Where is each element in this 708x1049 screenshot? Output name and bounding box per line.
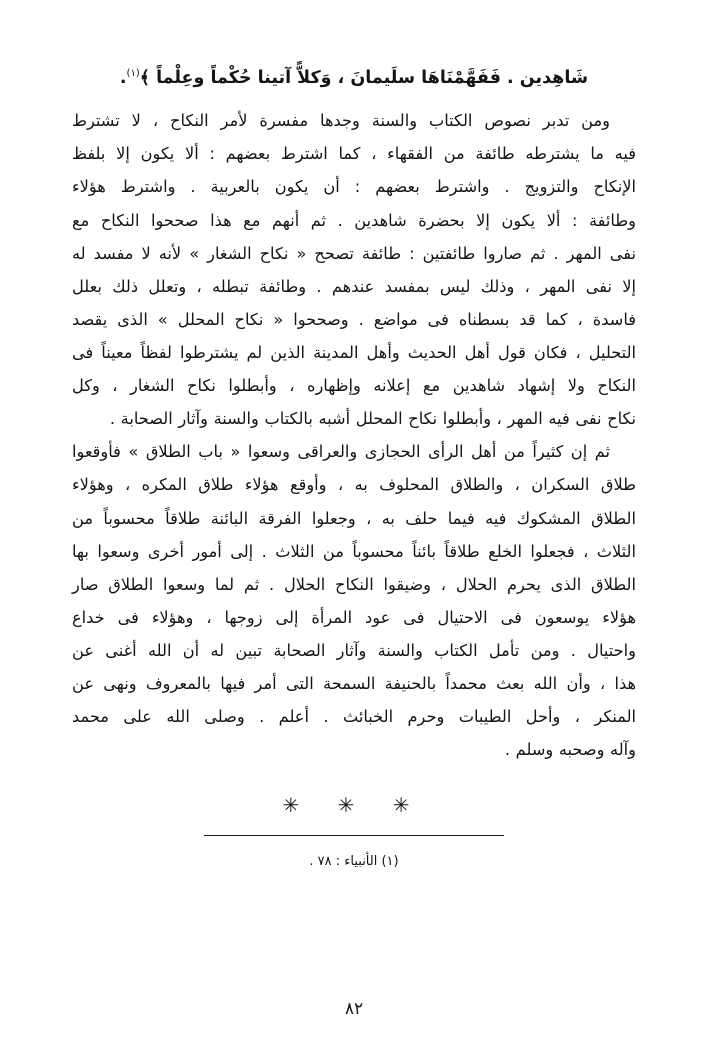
paragraph-2-line-4: الثلاث ، فجعلوا الخلع طلاقاً بائناً محسوباً من الثلاث . إلى أمور أخرى وسعوا بها bbox=[72, 541, 636, 561]
body-text bbox=[72, 105, 636, 767]
paragraph-1-line-4: وطائفة : ألا يكون إلا بحضرة شاهدين . ثم أنهم مع هذا صححوا النكاح مع bbox=[72, 210, 636, 230]
paragraph-1-line-6: إلا نفى المهر ، وذلك ليس بمفسد عندهم . وطائفة تبطله ، وتعلل ذلك بعلل bbox=[72, 276, 636, 296]
paragraph-2-line-9: المنكر ، وأحل الطيبات وحرم الخبائث . أعلم . وصلى الله على محمد bbox=[72, 707, 636, 727]
paragraph-1-line-3: الإنكاح والتزويج . واشترط بعضهم : أن يكون بالعربية . واشترط هؤلاء bbox=[72, 177, 636, 197]
footnote-text: (١) الأنبياء : ٧٨ . bbox=[309, 854, 399, 870]
paragraph-2-line-1: ثم إن كثيراً من أهل الرأى الحجازى والعراقى وسعوا « باب الطلاق » فأوقعوا bbox=[72, 442, 610, 462]
paragraph-1-line-1: ومن تدبر نصوص الكتاب والسنة وجدها مفسرة لأمر النكاح ، لا تشترط bbox=[72, 111, 610, 131]
quote-text: شَاهِدين . فَفَهَّمْنَاهَا سلَيمانَ ، وَكلاًّ آتينا حُكْماً وعِلْماً ﴾ bbox=[139, 68, 589, 88]
quran-quote-line bbox=[72, 62, 636, 95]
page-spacer bbox=[72, 869, 636, 963]
footnote-divider bbox=[204, 835, 504, 836]
paragraph-2-line-3: الطلاق المشكوك فيه فيما حلف به ، وجعلوا الفرقة البائنة طلاقاً محسوباً من bbox=[72, 508, 636, 528]
paragraph-1-line-7: فاسدة ، كما قد بسطناه فى مواضع . وصححوا « نكاح المحلل » الذى يقصد bbox=[72, 309, 636, 329]
paragraph-2-line-2: طلاق السكران ، والطلاق المحلوف به ، وأوقع هؤلاء طلاق المكره ، وهؤلاء bbox=[72, 475, 636, 495]
paragraph-1-line-5: نفى المهر . ثم صاروا طائفتين : طائفة تصحح « نكاح الشغار » لأنه لا مفسد له bbox=[72, 243, 636, 263]
paragraph-2-line-8: هذا ، وأن الله بعث محمداً بالحنيفة السمحة التى أمر فيها بالمعروف ونهى عن bbox=[72, 674, 636, 694]
paragraph-2-line-5: الطلاق الذى يحرم الحلال ، وضيقوا النكاح الحلال . ثم لما وسعوا الطلاق صار bbox=[72, 574, 636, 594]
page-number: ٨٢ bbox=[344, 999, 364, 1019]
paragraph-1-line-10: نكاح نفى فيه المهر ، وأبطلوا نكاح المحلل أشبه بالكتاب والسنة وآثار الصحابة . bbox=[109, 409, 636, 429]
paragraph-2-line-10: وآله وصحبه وسلم . bbox=[504, 740, 636, 760]
paragraph-1-line-8: التحليل ، فكان قول أهل الحديث وأهل المدينة الذين لم يشترطوا لفظاً معيناً فى bbox=[72, 343, 636, 363]
footnote-marker: (١) bbox=[126, 68, 140, 80]
paragraph-1-line-9: النكاح ولا إشهاد شاهدين مع إعلانه وإظهاره ، وأبطلوا نكاح الشغار ، وكل bbox=[72, 376, 636, 396]
paragraph-2-line-7: واحتيال . ومن تأمل الكتاب والسنة وآثار الصحابة تبين له أن الله أغنى عن bbox=[72, 641, 636, 660]
paragraph-2-line-6: هؤلاء يوسعون فى الاحتيال فى عود المرأة إلى زوجها ، وهؤلاء فى خداع bbox=[72, 607, 636, 627]
section-separator: ✳ ✳ ✳ bbox=[282, 793, 426, 818]
paragraph-1-line-2: فيه ما يشترطه طائفة من الفقهاء ، كما اشترط بعضهم : ألا يكون إلا بلفظ bbox=[72, 144, 636, 164]
quote-trailing: . bbox=[119, 68, 127, 88]
